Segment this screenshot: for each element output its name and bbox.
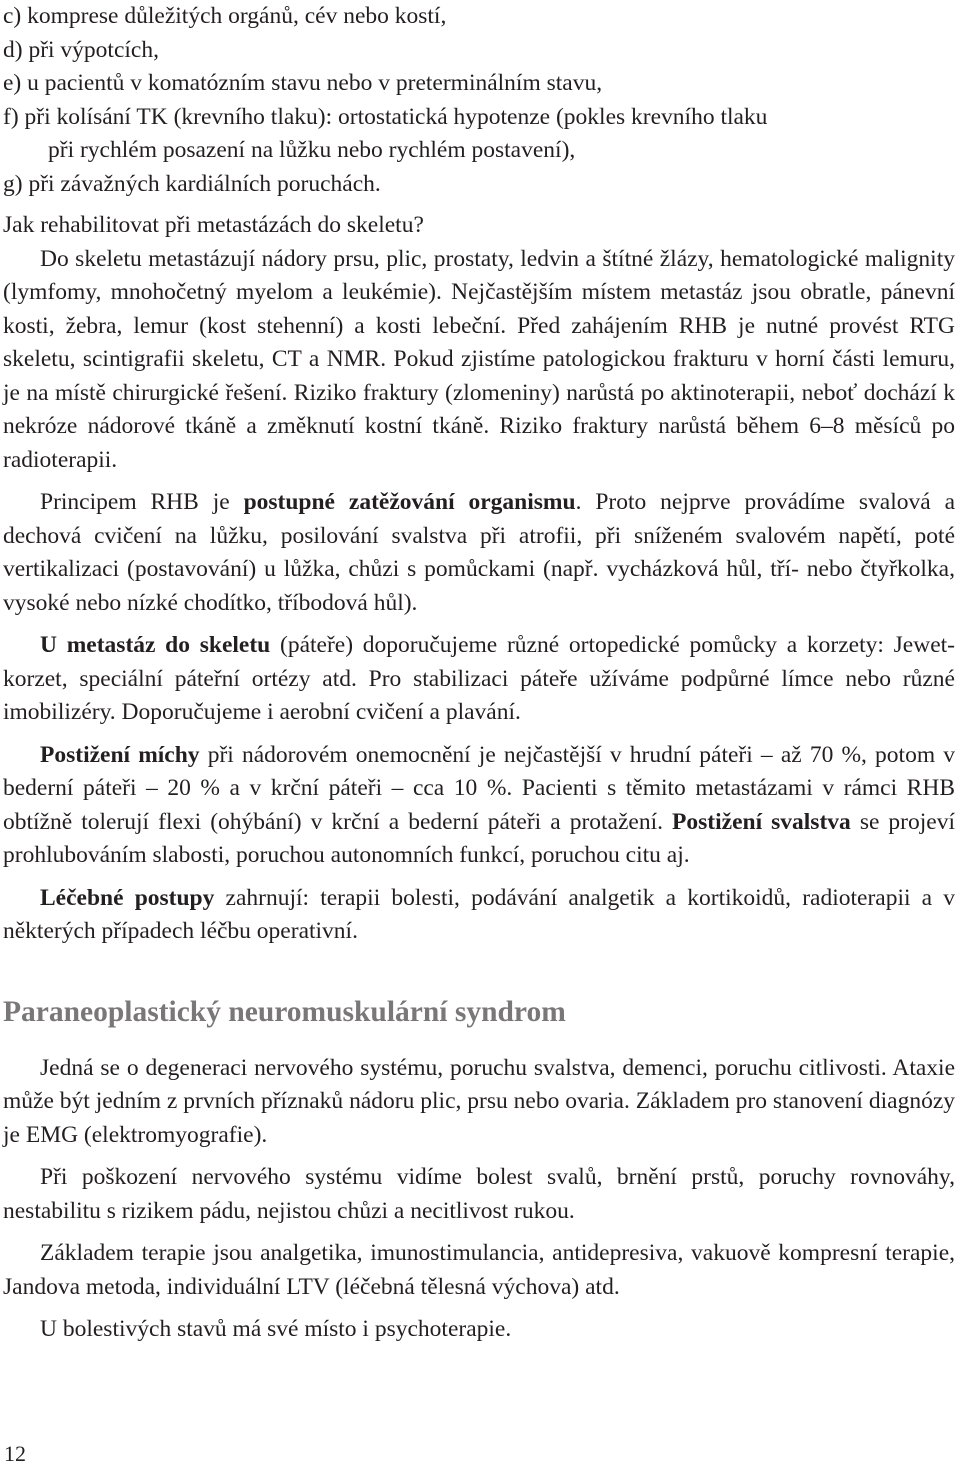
paragraph-text: (páteře) doporučujeme různé ortopedické pomůcky a korzety: Jewet-korzet, speciální páteřní ortézy atd. Pro stabilizaci páteře užíváme podpůrné límce nebo různé imobilizéry. Doporučujeme i aerobní cvičení a plavání. <box>3 632 955 725</box>
list-item: d) při výpotcích, <box>3 36 159 63</box>
page-number: 12 <box>4 1441 26 1466</box>
paragraph-principle <box>3 486 955 620</box>
paragraph-metastasis: Do skeletu metastázují nádory prsu, plic, prostaty, ledvin a štítné žlázy, hematologické malignity (lymfomy, mnohočetný myelom a leukémie). Nejčastějším místem metastáz jsou obratle, pánevní kosti, žebra, lemur (kost stehenní) a kosti lebeční. Před zahájením RHB je nutné provést RTG skeletu, scintigrafii skeletu, CT a NMR. Pokud zjistíme patologickou frakturu v horní části lemuru, je na místě chirurgické řešení. Riziko fraktury (zlomeniny) narůstá po aktinoterapii, neboť dochází k nekróze nádorové tkáně a změknutí kostní tkáně. Riziko fraktury narůstá během 6–8 měsíců po radioterapii. <box>3 245 955 473</box>
paragraph-text: při nádorovém onemocnění je nejčastější v hrudní páteři – až 70 %, potom v bederní páteři – 20 % a v krční páteři – cca 10 %. Pacienti s těmito metastázami v rámci RHB obtížně tolerují flexi (ohýbání) v krční a bederní páteři a protažení. <box>3 741 955 835</box>
list-item: g) při závažných kardiálních poruchách. <box>3 170 381 197</box>
list-item: e) u pacientů v komatózním stavu nebo v preterminálním stavu, <box>3 70 603 96</box>
emphasis-text: U metastáz do skeletu <box>40 632 271 658</box>
paragraph-spinal-cord <box>3 739 955 873</box>
question-heading: Jak rehabilitovat při metastázách do skeletu? <box>3 212 424 238</box>
paragraph-text: zahrnují: terapii bolesti, podávání analgetik a kortikoidů, radioterapii a v některých případech léčbu operativní. <box>3 884 955 944</box>
paragraph-syndrome: Jedná se o degeneraci nervového systému, poruchu svalstva, demenci, poruchu citlivosti. Ataxie může být jedním z prvních příznaků nádoru plic, prsu nebo ovaria. Základem pro stanovení diagnózy je EMG (elektromyografie). <box>3 1054 955 1148</box>
section-heading: Paraneoplastický neuromuskulární syndrom <box>3 995 566 1028</box>
paragraph-psychotherapy: U bolestivých stavů má své místo i psychoterapie. <box>40 1316 512 1342</box>
paragraph-skeleton-aids <box>3 629 955 730</box>
emphasis-text: Léčebné postupy <box>40 884 215 911</box>
contraindication-list <box>3 0 955 201</box>
document-page <box>3 0 955 1347</box>
paragraph-text: se projeví prohlubováním slabosti, poruchou autonomních funkcí, poruchou citu aj. <box>3 808 955 868</box>
paragraph-treatment <box>3 882 955 949</box>
list-item: c) komprese důležitých orgánů, cév nebo kostí, <box>3 3 447 29</box>
paragraph-symptoms: Při poškození nervového systému vidíme bolest svalů, brnění prstů, poruchy rovnováhy, nestabilitu s rizikem pádu, nejistou chůzi a necitlivost rukou. <box>3 1164 955 1224</box>
emphasis-text: Postižení svalstva <box>672 808 851 835</box>
emphasis-text: Postižení míchy <box>40 741 200 768</box>
emphasis-text: postupné zatěžování organismu <box>243 489 576 515</box>
paragraph-text: Principem RHB je <box>40 489 244 515</box>
paragraph-therapy: Základem terapie jsou analgetika, imunostimulancia, antidepresiva, vakuově kompresní terapie, Jandova metoda, individuální LTV (léčebná tělesná výchova) atd. <box>3 1240 955 1300</box>
list-item: f) při kolísání TK (krevního tlaku): ortostatická hypotenze (pokles krevního tlaku <box>3 103 768 130</box>
list-item-continuation: při rychlém posazení na lůžku nebo rychlém postavení), <box>48 137 576 163</box>
paragraph-text: . Proto nejprve provádíme svalová a dechová cvičení na lůžku, posilování svalstva při atrofii, při sníženém svalovém napětí, poté vertikalizaci (postavování) u lůžka, chůzi s pomůckami (např. vycházková hůl, tří- nebo čtyřkolka, vysoké nebo nízké chodítko, tříbodová hůl). <box>3 489 955 616</box>
